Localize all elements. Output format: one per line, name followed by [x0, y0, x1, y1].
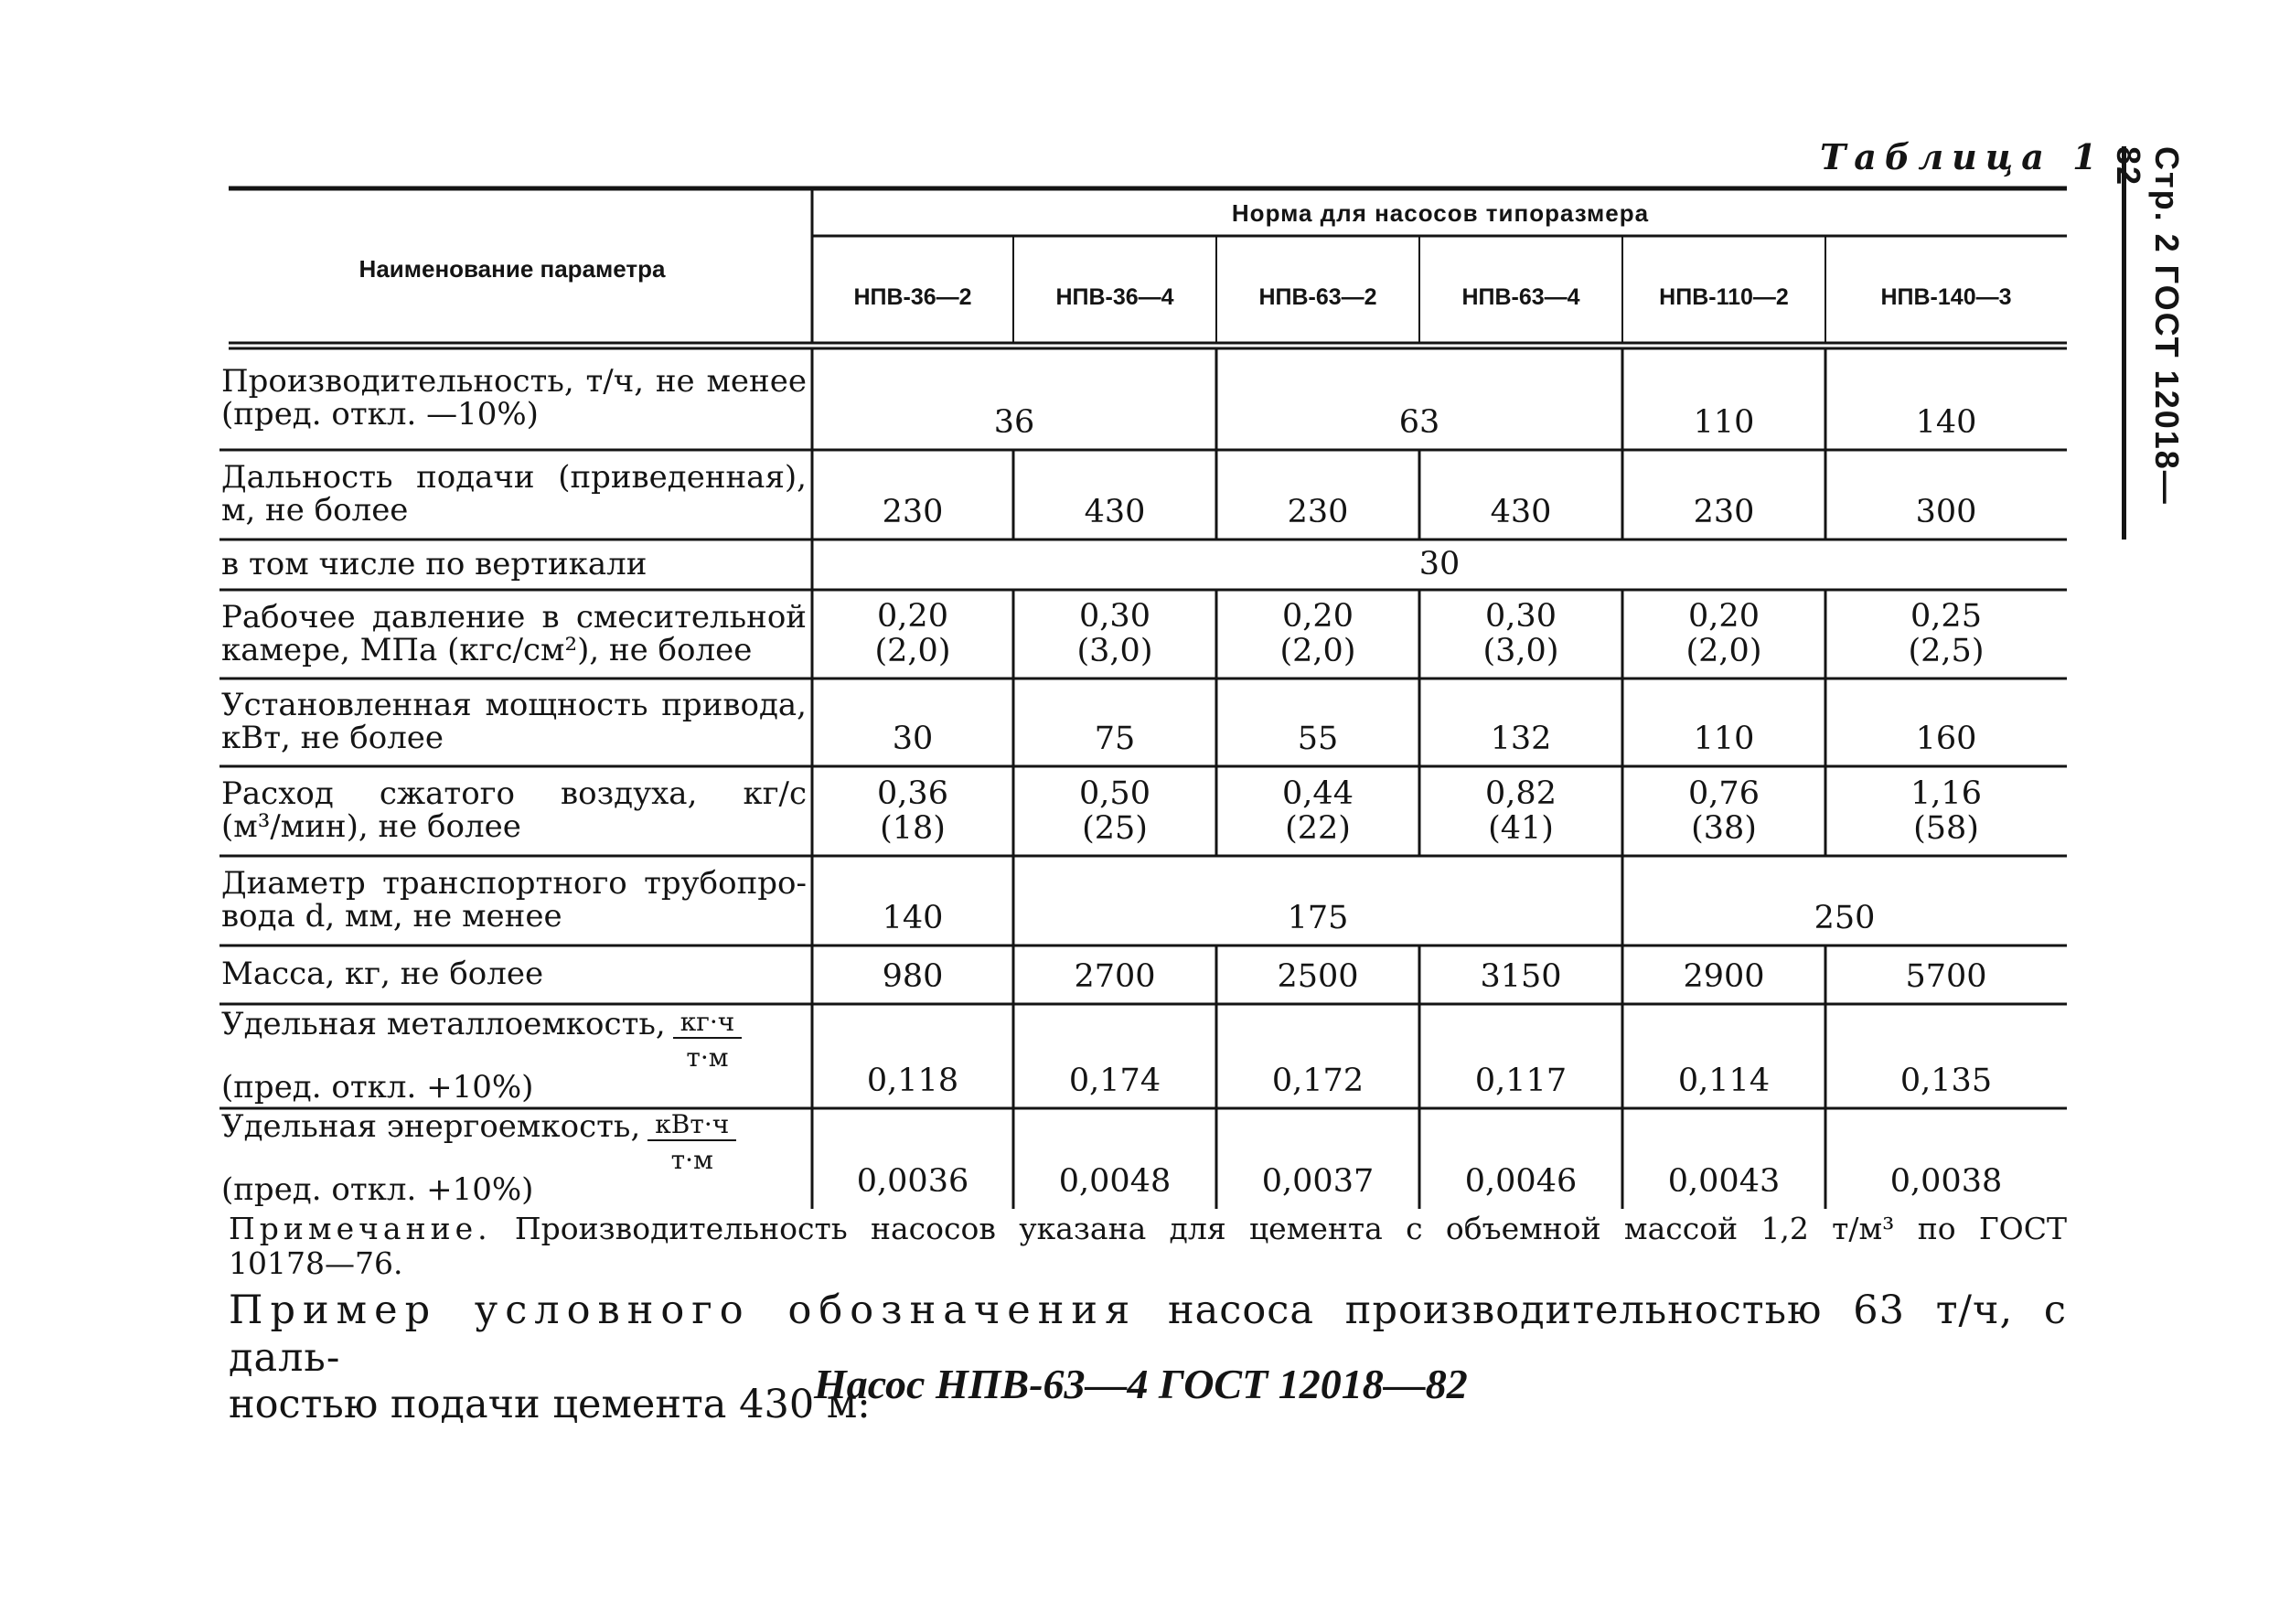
note — [229, 1212, 2067, 1281]
unit-fraction — [647, 1108, 736, 1176]
param-label — [221, 353, 807, 444]
table-cell: 0,135 — [1899, 1063, 1993, 1100]
param-label — [221, 861, 807, 940]
param-label — [221, 684, 807, 761]
table-cell: 0,174 — [1068, 1063, 1161, 1100]
table-cell: 175 — [1287, 900, 1349, 937]
table-cell: 75 — [1094, 721, 1136, 758]
table-cell: 30 — [1418, 545, 1461, 582]
param-label — [221, 1107, 807, 1208]
table-cell: 2500 — [1277, 958, 1359, 996]
table-cell: 0,172 — [1271, 1063, 1364, 1100]
unit-fraction — [673, 1006, 743, 1074]
table-caption: Таблица 1 — [1820, 136, 2105, 177]
param-label-line: Установленная мощность привода, — [221, 687, 807, 724]
table-cell: 430 — [1490, 494, 1552, 531]
table-cell: 250 — [1814, 900, 1876, 937]
example-line-2: ностью подачи цемента 430 м: — [229, 1382, 871, 1428]
example-spaced-words: Пример условного обозначения — [229, 1287, 1138, 1333]
table-cell: 36 — [993, 404, 1035, 442]
param-label-line: (м³/мин), не более — [221, 808, 521, 845]
param-label-line: Дальность подачи (приведенная), — [221, 459, 807, 497]
table-cell: 3150 — [1480, 958, 1562, 996]
table-cell: 0,44 (22) — [1282, 775, 1354, 848]
param-label-line: Рабочее давление в смесительной — [221, 598, 807, 636]
unit-numerator: кВт·ч — [647, 1111, 736, 1141]
param-label-line: Удельная энергоемкость, $\frac{\text{кВт·ч}}{т\cdot м}$ — [221, 1111, 807, 1174]
table-cell: 0,0036 — [856, 1163, 969, 1201]
table-cell: 0,36 (18) — [877, 775, 948, 848]
param-label-line: (пред. откл. +10%) — [221, 1170, 534, 1208]
table-cell: 0,76 (38) — [1688, 775, 1760, 848]
table-cell: 0,114 — [1677, 1063, 1771, 1100]
table-cell: 63 — [1398, 404, 1440, 442]
note-line-2: 10178—76. — [229, 1245, 403, 1281]
param-label-line: Удельная металлоемкость, $\frac{кг\cdot ч}{т\cdot м}$ — [221, 1009, 807, 1072]
param-label-line: камере, МПа (кгс/см²), не более — [221, 631, 753, 668]
param-label — [221, 595, 807, 673]
table-cell: 5700 — [1905, 958, 1987, 996]
header-column-3: НПВ-63—2 — [1258, 283, 1377, 310]
example — [229, 1287, 2067, 1429]
table-cell: 110 — [1693, 721, 1755, 758]
param-label-line: Расход сжатого воздуха, кг/с — [221, 775, 807, 813]
side-header: Стр. 2 ГОСТ 12018—82 — [2110, 146, 2186, 506]
header-group-title: Норма для насосов типоразмера — [1231, 199, 1650, 228]
header-column-5: НПВ-110—2 — [1659, 283, 1789, 310]
param-label-line: вода d, мм, не менее — [221, 898, 562, 935]
table-cell: 430 — [1084, 494, 1146, 531]
note-text: Производительность насосов указана для цемента с объемной массой 1,2 т/м³ по ГОСТ — [514, 1211, 2068, 1246]
table-cell: 2700 — [1074, 958, 1156, 996]
designation: Насос НПВ-63—4 ГОСТ 12018—82 — [814, 1361, 1468, 1407]
table-cell: 0,0038 — [1889, 1163, 2003, 1201]
table-cell: 140 — [1915, 404, 1977, 442]
table-cell: 980 — [882, 958, 944, 996]
table-cell: 230 — [882, 494, 944, 531]
header-column-6: НПВ-140—3 — [1880, 283, 2012, 310]
example-text: насоса производительностью 63 т/ч, с даль- — [229, 1287, 2068, 1381]
table-cell: 1,16 (58) — [1910, 775, 1982, 848]
table-cell: 0,118 — [866, 1063, 959, 1100]
table-cell: 0,0048 — [1058, 1163, 1172, 1201]
note-label: Примечание. — [229, 1211, 492, 1246]
table-cell: 0,20 (2,0) — [874, 598, 951, 670]
table-cell: 0,0043 — [1667, 1163, 1781, 1201]
param-label-line: (пред. откл. —10%) — [221, 396, 539, 433]
note-line-1 — [229, 1212, 2067, 1246]
header-param-name: Наименование параметра — [358, 255, 666, 283]
table-cell: 0,30 (3,0) — [1482, 598, 1559, 670]
unit-numerator: кг·ч — [673, 1009, 743, 1039]
table-cell: 0,30 (3,0) — [1076, 598, 1153, 670]
param-label-line: в том числе по вертикали — [221, 545, 647, 582]
table-cell: 230 — [1693, 494, 1755, 531]
table-cell: 0,0046 — [1464, 1163, 1578, 1201]
param-label-line: кВт, не более — [221, 720, 444, 756]
param-label — [221, 1005, 807, 1106]
param-label-line: м, не более — [221, 492, 409, 529]
table-cell: 0,50 (25) — [1079, 775, 1150, 848]
table-cell: 110 — [1693, 404, 1755, 442]
unit-denominator: т·м — [670, 1145, 713, 1176]
table-cell: 0,25 (2,5) — [1908, 598, 1985, 670]
table-cell: 0,117 — [1474, 1063, 1568, 1100]
table-cell: 30 — [892, 721, 934, 758]
table-cell: 300 — [1915, 494, 1977, 531]
table-cell: 230 — [1287, 494, 1349, 531]
unit-denominator: т·м — [686, 1042, 729, 1074]
param-label-line: Производительность, т/ч, не менее — [221, 363, 807, 401]
param-label — [221, 772, 807, 850]
table-cell: 0,20 (2,0) — [1279, 598, 1356, 670]
param-label-line: Диаметр транспортного трубопро- — [221, 865, 807, 903]
table-cell: 140 — [882, 900, 944, 937]
param-label-line: (пред. откл. +10%) — [221, 1068, 534, 1106]
table-cell: 0,82 (41) — [1485, 775, 1557, 848]
header-column-4: НПВ-63—4 — [1461, 283, 1580, 310]
table-cell: 2900 — [1683, 958, 1765, 996]
table-cell: 160 — [1915, 721, 1977, 758]
table-cell: 55 — [1297, 721, 1339, 758]
table-cell: 0,20 (2,0) — [1685, 598, 1762, 670]
param-label-line: Масса, кг, не более — [221, 956, 544, 993]
param-label — [221, 455, 807, 534]
param-label — [221, 545, 807, 584]
table-cell: 132 — [1490, 721, 1552, 758]
header-column-2: НПВ-36—4 — [1055, 283, 1174, 310]
table-cell: 0,0037 — [1261, 1163, 1375, 1201]
param-label — [221, 951, 807, 999]
header-column-1: НПВ-36—2 — [853, 283, 972, 310]
